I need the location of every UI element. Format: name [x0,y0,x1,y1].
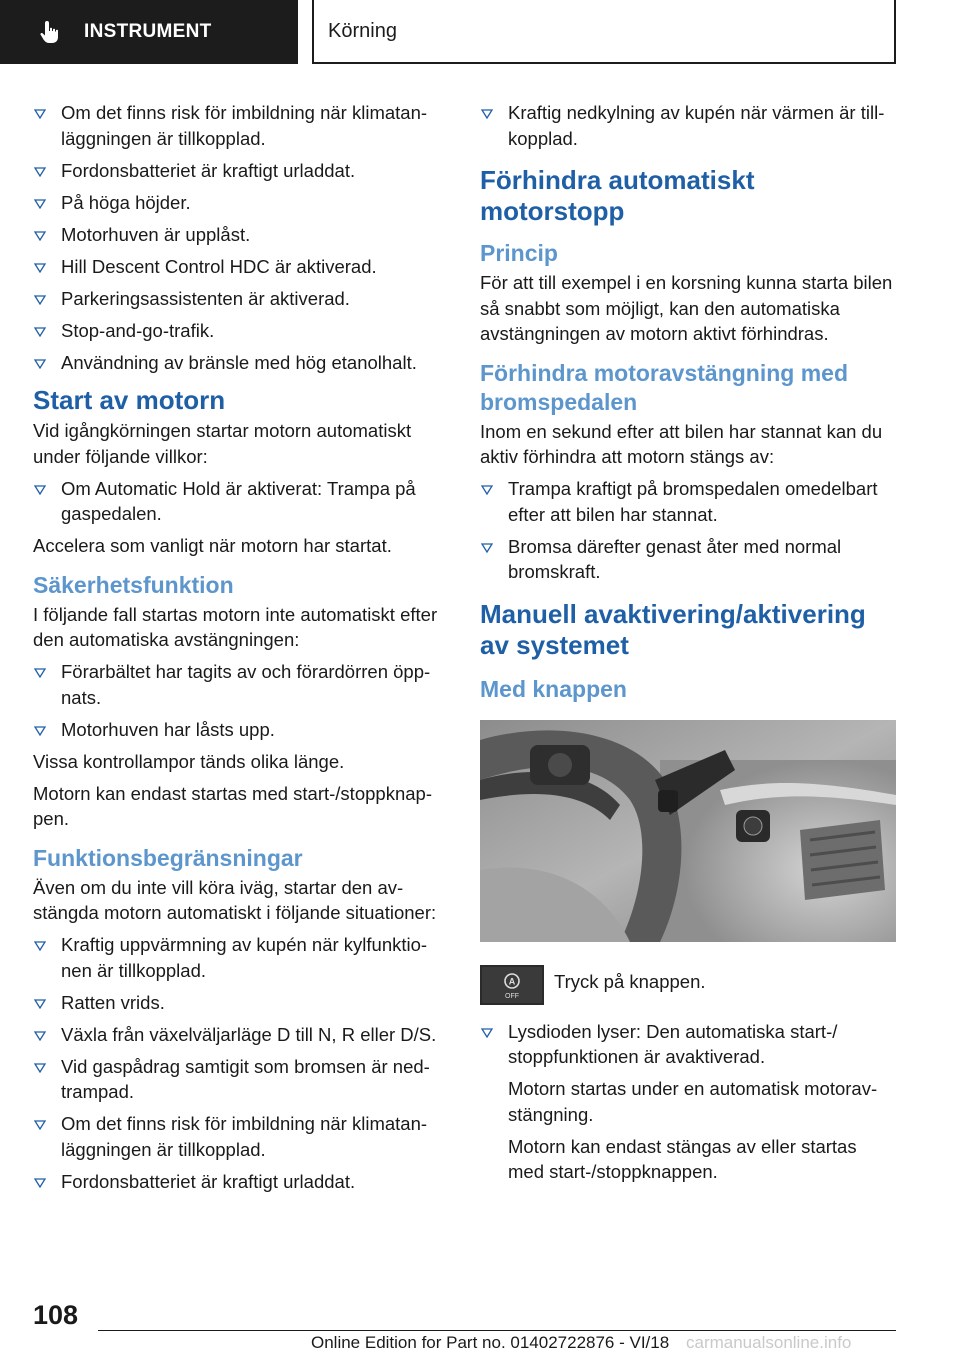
bullet-triangle-icon [481,1019,495,1044]
list-item-text: Fordonsbatteriet är kraftigt urladdat. [61,1170,356,1192]
list-item [33,318,449,344]
list-item [480,534,896,585]
list-item-text: Förarbältet har tagits av och förardörren öppnats. [61,661,431,708]
list-item [33,1022,449,1048]
led-bullet-list [480,1019,896,1070]
paragraph: Motorn kan endast startas med start-/stoppknappen. [33,782,432,829]
list-item-text: På höga höjder. [61,191,191,213]
list-item [33,1111,449,1162]
svg-text:A: A [508,976,516,986]
heading-brake: Förhindra motoravstängning med bromspedalen [480,359,849,415]
list-item-text: Motorhuven är upplåst. [61,223,251,245]
list-item-text: Motorhuven har låsts upp. [61,718,275,740]
paragraph: I följande fall startas motorn inte automatiskt efter den automatiska avstängningen: [33,603,438,650]
top-bullet-list [480,100,896,151]
list-item-text: Vid gaspådrag samtigit som bromsen är nedtrampad. [61,1055,430,1102]
list-item-text: Hill Descent Control HDC är aktiverad. [61,255,377,277]
auto-start-stop-off-button-icon [480,965,544,1005]
paragraph: Motorn kan endast stängas av eller startas med start-/stoppknappen. [508,1135,857,1182]
list-item-text: Om det finns risk för imbildning när klimatanläggningen är tillkopplad. [61,1113,428,1160]
bullet-triangle-icon [34,190,48,215]
bullet-triangle-icon [34,476,48,501]
list-item [33,717,449,743]
chapter-tab[interactable] [0,0,298,64]
paragraph: Även om du inte vill köra iväg, startar den avstängda motorn automatiskt i följande situationer: [33,876,437,923]
list-item-text: Användning av bränsle med hög etanolhalt. [61,351,417,373]
heading-safety: Säkerhetsfunktion [33,571,234,598]
bullet-triangle-icon [34,717,48,742]
bullet-triangle-icon [34,222,48,247]
list-item-text: Fordonsbatteriet är kraftigt urladdat. [61,159,356,181]
steering-column-photo [480,720,896,942]
list-item [33,158,449,184]
paragraph: Vissa kontrollampor tänds olika länge. [33,750,345,772]
bullet-triangle-icon [34,932,48,957]
bullet-triangle-icon [34,1111,48,1136]
intro-bullet-list [33,100,449,375]
heading-manual: Manuell avaktivering/aktivering av systemet [480,598,866,660]
list-item-text: Om det finns risk för imbildning när klimatanläggningen är tillkopplad. [61,102,428,149]
list-item-text: Kraftig nedkylning av kupén när värmen är tillkopplad. [508,102,885,149]
list-item [33,254,449,280]
right-column [480,100,896,1191]
left-column [33,100,449,1201]
page-number: 108 [33,1300,79,1330]
list-item [33,286,449,312]
bullet-triangle-icon [34,158,48,183]
page-header [0,0,960,66]
bullet-triangle-icon [481,534,495,559]
bullet-triangle-icon [34,318,48,343]
paragraph: Vid igångkörningen startar motorn automatiskt under följande villkor: [33,420,412,467]
paragraph: Accelera som vanligt när motorn har startat. [33,535,392,556]
list-item-text: Lysdioden lyser: Den automatiska start-/ stoppfunktionen är avaktiverad. [508,1020,838,1067]
list-item-text: Bromsa därefter genast åter med normal bromskraft. [508,535,842,582]
bullet-triangle-icon [34,350,48,375]
list-item [33,659,449,710]
chapter-label: INSTRUMENT [84,21,212,42]
list-item-text: Kraftig uppvärmning av kupén när kylfunktionen är tillkopplad. [61,934,428,981]
bullet-triangle-icon [481,100,495,125]
section-title: Körning [312,0,896,64]
list-item-text: Ratten vrids. [61,991,165,1013]
edition-text: Online Edition for Part no. 01402722876 - VI/18 [311,1333,670,1352]
list-item [480,1019,896,1070]
list-item [33,100,449,151]
bullet-triangle-icon [34,100,48,125]
paragraph: Inom en sekund efter att bilen har stannat kan du aktiv förhindra att motorn stängs av: [480,420,883,467]
heading-limits: Funktionsbegränsningar [33,844,303,871]
bullet-triangle-icon [34,990,48,1015]
bullet-triangle-icon [34,254,48,279]
list-item [33,222,449,248]
hand-pointer-icon [38,19,64,45]
list-item [33,476,449,527]
button-caption: Tryck på knappen. [554,970,706,992]
paragraph: Motorn startas under en automatisk motoravstängning. [508,1078,878,1125]
bullet-triangle-icon [34,1169,48,1194]
heading-button: Med knappen [480,675,627,702]
list-item-text: Parkeringsassistenten är aktiverad. [61,287,350,309]
limits-bullet-list [33,932,449,1194]
list-item [33,350,449,376]
list-item [480,100,896,151]
list-item-text: Stop-and-go-trafik. [61,319,215,341]
footer-divider [98,1330,896,1331]
paragraph: För att till exempel i en korsning kunna starta bilen så snabbt som möjligt, kan den automatiska avstängningen av motorn aktivt förhindras. [480,272,893,344]
bullet-triangle-icon [34,286,48,311]
list-item [33,1169,449,1195]
bullet-triangle-icon [34,1054,48,1079]
svg-text:OFF: OFF [505,992,519,1000]
bullet-triangle-icon [34,659,48,684]
brake-bullet-list [480,476,896,585]
list-item-text: Om Automatic Hold är aktiverat: Trampa på gaspedalen. [61,477,416,524]
heading-start: Start av motorn [33,385,226,415]
list-item [480,476,896,527]
auto-start-stop-button-row [480,965,896,1005]
watermark: carmanualsonline.info [686,1333,852,1352]
list-item [33,990,449,1016]
start-bullet-list [33,476,449,527]
bullet-triangle-icon [34,1022,48,1047]
heading-principle: Princip [480,240,558,266]
list-item [33,190,449,216]
bullet-triangle-icon [481,476,495,501]
safety-bullet-list [33,659,449,742]
list-item-text: Växla från växelväljarläge D till N, R eller D/S. [61,1023,437,1045]
list-item [33,1054,449,1105]
list-item-text: Trampa kraftigt på bromspedalen omedelbart efter att bilen har stannat. [508,478,878,525]
list-item [33,932,449,983]
heading-prevent: Förhindra automatiskt motorstopp [480,165,755,226]
